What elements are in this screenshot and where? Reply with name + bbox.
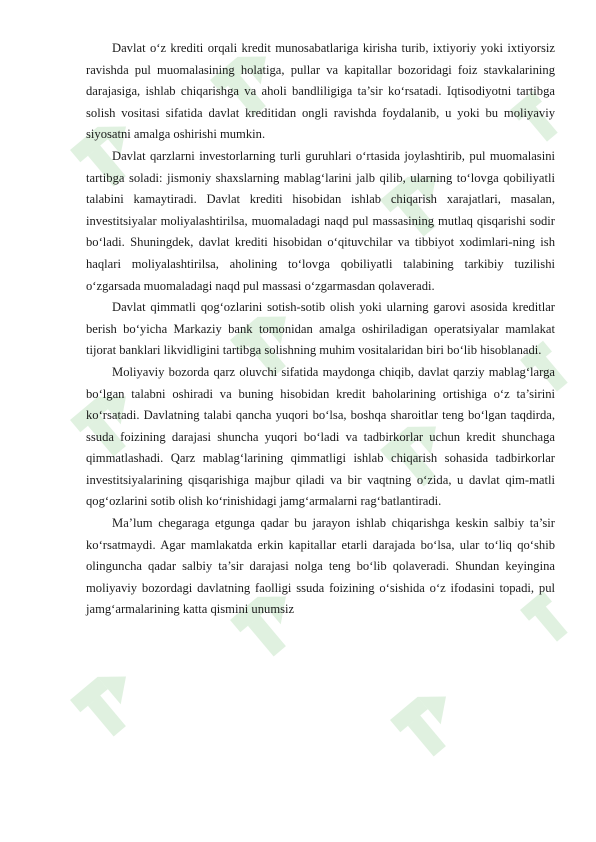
paragraph-4: Moliyaviy bozorda qarz oluvchi sifatida maydonga chiqib, davlat qarziy mablag‘larga bo‘lgan talabni oshiradi va buning hisobidan kredit baholarining ortishiga o‘z ta’sirini ko‘rsatadi. Davlatning talabi qancha yuqori bo‘lsa, boshqa sharoitlar teng bo‘lgan taqdirda, ssuda foizining darajasi shuncha yuqori bo‘ladi va tadbirkorlar uchun kredit shunchaga qimmatlashadi. Qarz mablag‘larining qimmatligi ishlab chiqarish sohasida tadbirkorlar investitsiyalarining qisqarishiga majbur qiladi va bir vaqtning o‘zida, u davlat qim-matli qog‘ozlarini sotib olish ko‘rinishidagi jamg‘armalarni rag‘batlantiradi. [86, 364, 555, 509]
paragraph-1: Davlat o‘z krediti orqali kredit munosabatlariga kirisha turib, ixtiyoriy yoki ixtiyorsiz ravishda pul muomalasining holatiga, pullar va kapitallar bozoridagi foiz stavkalarining darajasiga, ishlab chiqarishga va aholi bandliligiga ta’sir ko‘rsatadi. Iqtisodiyotni tartibga solish vositasi sifatida davlat kreditidan ongli ravishda foydalanib, u yoki bu moliyaviy siyosatni amalga oshirishi mumkin. [86, 41, 555, 142]
paragraph-3: Davlat qimmatli qog‘ozlarini sotish-sotib olish yoki ularning garovi asosida kreditlar berish bo‘yicha Markaziy bank tomonidan amalga oshiriladigan operatsiyalar mamlakat tijorat banklari likvidligini tartibga solishning muhim vositalaridan biri bo‘lib hisoblanadi. [86, 300, 555, 358]
paragraph-5: Ma’lum chegaraga etgunga qadar bu jarayon ishlab chiqarishga keskin salbiy ta’sir ko‘rsatmaydi. Agar mamlakatda erkin kapitallar etarli darajada bo‘lsa, ular to‘liq qo‘shib olinguncha qadar salbiy ta’sir darajasi nolga teng bo‘lib qolaveradi. Shundan keyingina moliyaviy bozordagi davlatning faolligi ssuda foizining o‘sishida o‘z ifodasini topadi, pul jamg‘armalarining katta qismini unumsiz [86, 516, 555, 617]
body-text [86, 38, 555, 621]
paragraph-2: Davlat qarzlarni investorlarning turli guruhlari o‘rtasida joylashtirib, pul muomalasini tartibga soladi: jismoniy shaxslarning mablag‘larini jalb qilib, ularning to‘lovga qobiliyatli talabini kamaytiradi. Davlat krediti hisobidan ishlab chiqarish xarajatlari, masalan, investitsiyalar moliyalashtirilsa, muomaladagi naqd pul massasining mutlaq qisqarishi sodir bo‘ladi. Shuningdek, davlat krediti hisobidan o‘qituvchilar va tibbiyot xodimlari-ning ish haqlari moliyalashtirilsa, aholining to‘lovga qobiliyatli talabining tarkibiy tuzilishi o‘zgarsada muomaladagi naqd pul massasi o‘zgarmasdan qolaveradi. [86, 148, 555, 293]
